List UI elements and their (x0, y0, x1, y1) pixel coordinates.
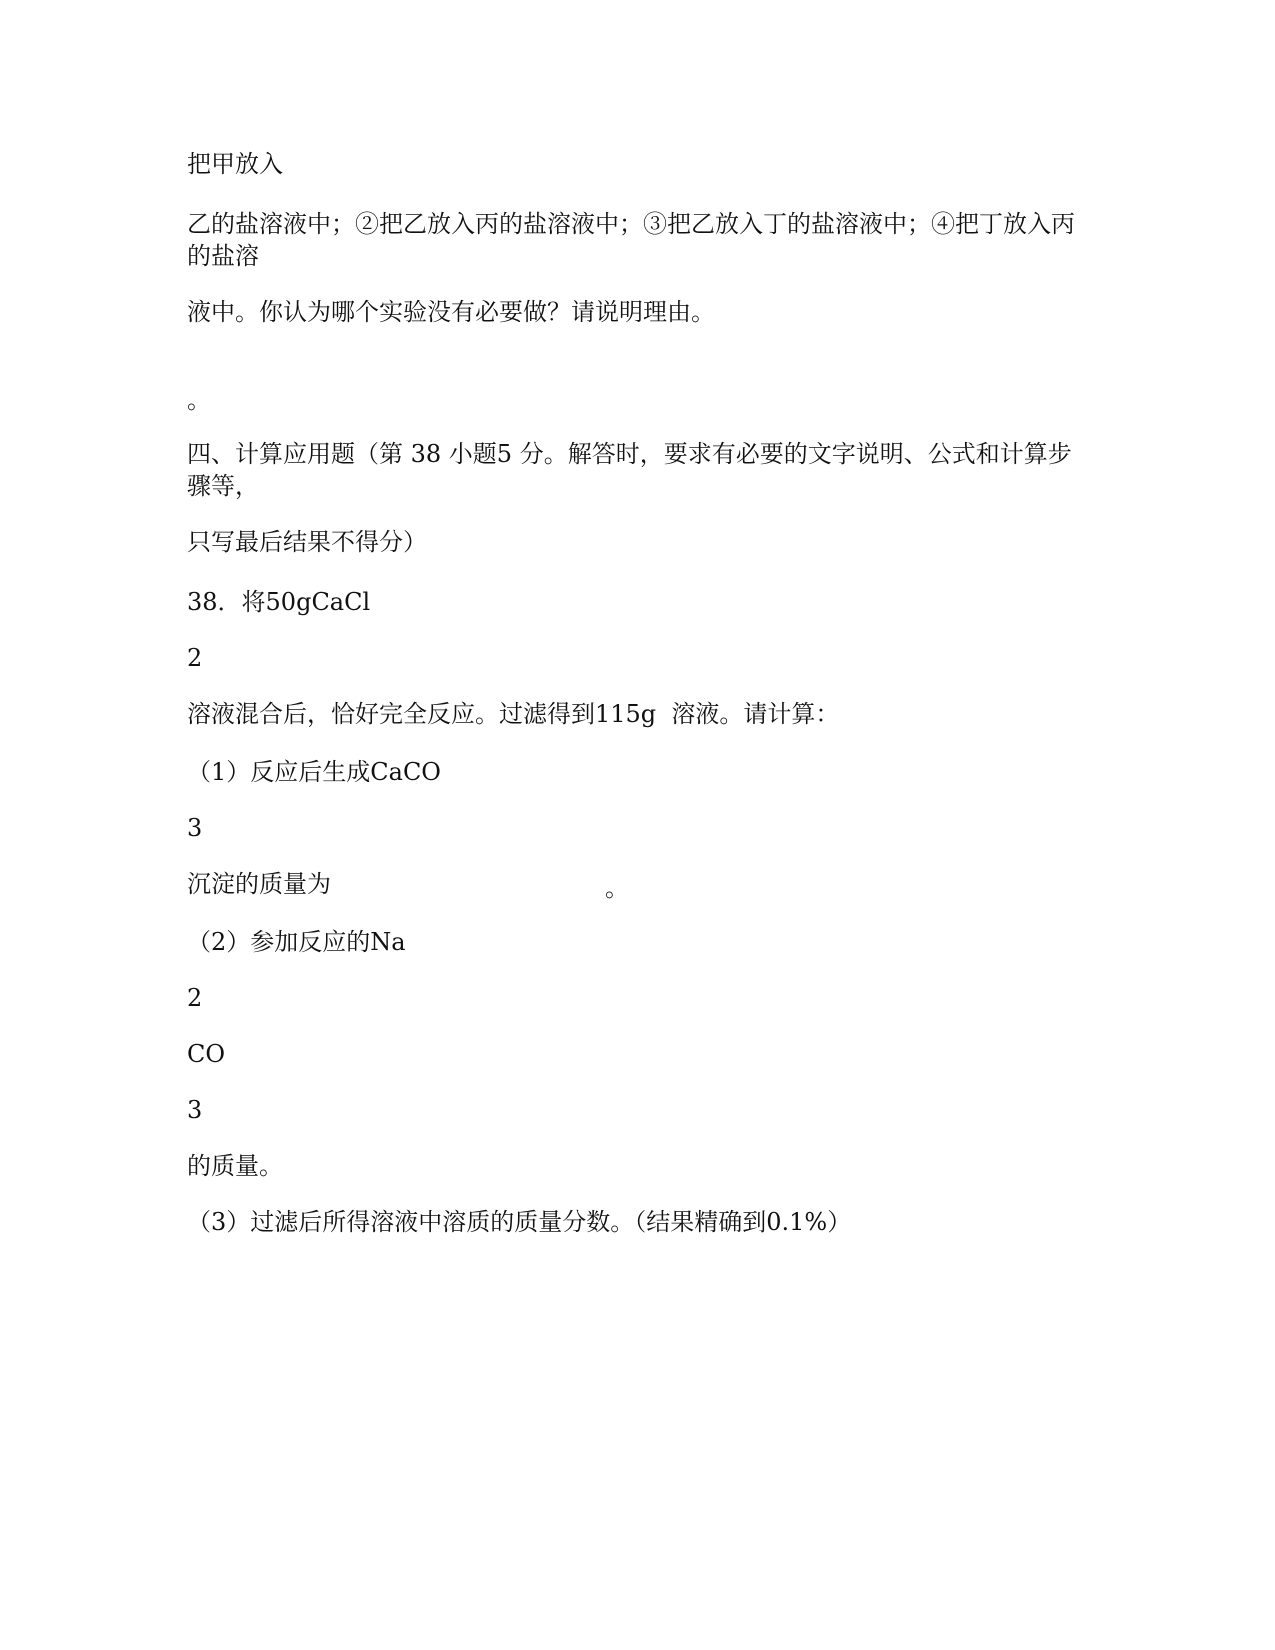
sub-question: （3）过滤后所得溶液中溶质的质量分数。（结果精确到0.1%） (187, 1208, 852, 1236)
text-line: 把甲放入 (187, 150, 283, 178)
subscript-text: 3 (187, 814, 203, 842)
question-number: 38．将50gCaCl (187, 588, 371, 616)
sub-question: （2）参加反应的Na (187, 928, 406, 956)
section-heading: 四、计算应用题（第 38 小题5 分。解答时，要求有必要的文字说明、公式和计算步骤等， (187, 440, 1072, 500)
text-line: 溶液混合后，恰好完全反应。过滤得到115g 溶液。请计算： (187, 700, 840, 728)
answer-blank-end: 。 (605, 874, 629, 902)
text-line: 液中。你认为哪个实验没有必要做？请说明理由。 (187, 298, 715, 326)
text-line: 乙的盐溶液中；②把乙放入丙的盐溶液中；③把乙放入丁的盐溶液中；④把丁放入丙的盐溶 (187, 210, 1075, 270)
text-line: 只写最后结果不得分） (187, 528, 427, 556)
subscript-text: 2 (187, 984, 203, 1012)
text-line: CO (187, 1040, 226, 1068)
text-line: 沉淀的质量为 (187, 870, 331, 898)
subscript-text: 3 (187, 1096, 203, 1124)
text-line: 。 (187, 386, 211, 414)
subscript-text: 2 (187, 644, 203, 672)
text-line: 的质量。 (187, 1152, 283, 1180)
sub-question: （1）反应后生成CaCO (187, 758, 441, 786)
